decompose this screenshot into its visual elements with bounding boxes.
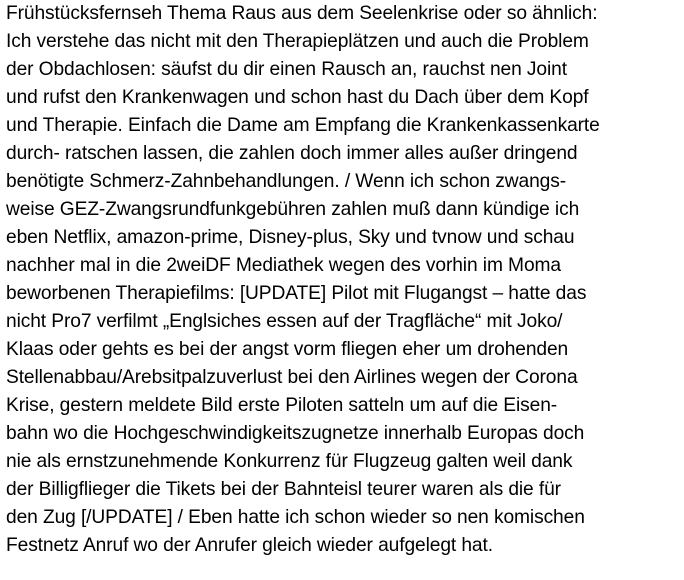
- text-line-5: und Therapie. Einfach die Dame am Empfang die Krankenkassenkarte: [6, 115, 600, 136]
- text-line-16: bahn wo die Hochgeschwindigkeitszugnetze innerhalb Europas doch: [6, 423, 585, 444]
- text-line-9: eben Netflix, amazon-prime, Disney-plus, Sky und tvnow und schau: [6, 227, 575, 248]
- text-line-20: Festnetz Anruf wo der Anrufer gleich wieder aufgelegt hat.: [6, 535, 493, 556]
- text-line-3: der Obdachlosen: säufst du dir einen Rausch an, rauchst nen Joint: [6, 59, 567, 80]
- text-line-7: benötigte Schmerz-Zahnbehandlungen. / Wenn ich schon zwangs-: [6, 171, 567, 192]
- text-line-19: den Zug [/UPDATE] / Eben hatte ich schon wieder so nen komischen: [6, 507, 585, 528]
- text-line-10: nachher mal in die 2weiDF Mediathek wegen des vorhin im Moma: [6, 255, 561, 276]
- text-line-4: und rufst den Krankenwagen und schon hast du Dach über dem Kopf: [6, 87, 589, 108]
- text-line-13: Klaas oder gehts es bei der angst vorm fliegen eher um drohenden: [6, 339, 569, 360]
- document-text: [6, 0, 682, 560]
- text-line-17: nie als ernstzunehmende Konkurrenz für Flugzeug galten weil dank: [6, 451, 573, 472]
- text-line-11: beworbenen Therapiefilms: [UPDATE] Pilot mit Flugangst – hatte das: [6, 283, 587, 304]
- text-line-1: Frühstücksfernseh Thema Raus aus dem Seelenkrise oder so ähnlich:: [6, 3, 598, 24]
- text-line-12: nicht Pro7 verfilmt „Englsiches essen auf der Tragfläche“ mit Joko/: [6, 311, 563, 332]
- text-line-8: weise GEZ-Zwangsrundfunkgebühren zahlen muß dann kündige ich: [6, 199, 580, 220]
- text-line-6: durch- ratschen lassen, die zahlen doch immer alles außer dringend: [6, 143, 578, 164]
- text-line-14: Stellenabbau/Arebsitpalzuverlust bei den Airlines wegen der Corona: [6, 367, 578, 388]
- text-line-2: Ich verstehe das nicht mit den Therapieplätzen und auch die Problem: [6, 31, 589, 52]
- text-line-15: Krise, gestern meldete Bild erste Piloten satteln um auf die Eisen-: [6, 395, 558, 416]
- text-line-18: der Billigflieger die Tikets bei der Bahnteisl teurer waren als die für: [6, 479, 561, 500]
